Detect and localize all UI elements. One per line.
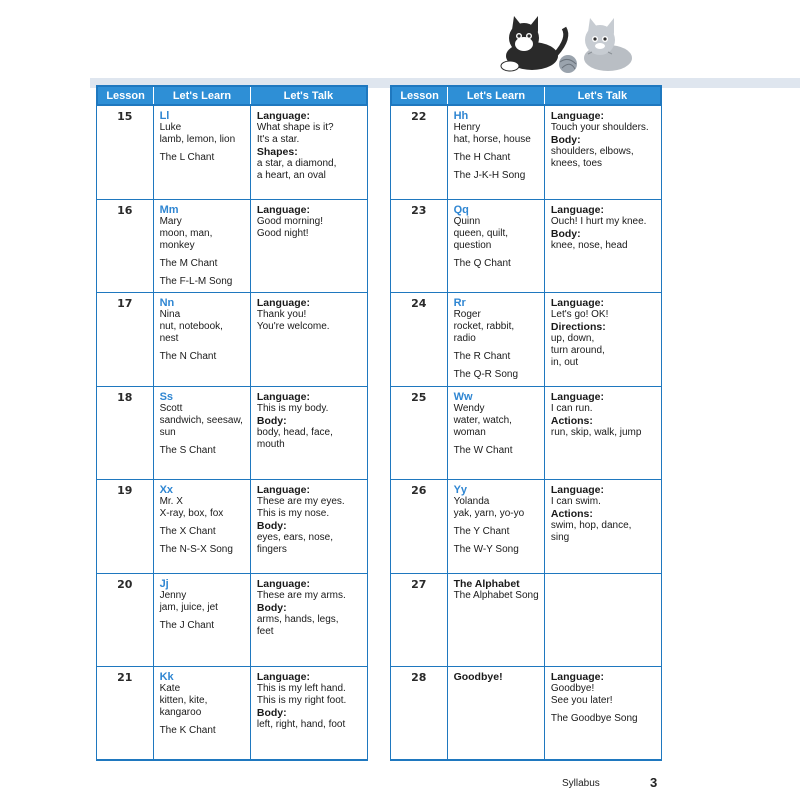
talk-label: Body: bbox=[256, 601, 287, 614]
talk-label: Language: bbox=[256, 671, 310, 683]
character-name: Roger bbox=[453, 309, 481, 320]
talk-line: shoulders, elbows, bbox=[550, 146, 634, 157]
lesson-row bbox=[96, 106, 368, 200]
talk-line: This is my body. bbox=[256, 402, 329, 414]
lesson-number: 17 bbox=[117, 297, 133, 310]
talk-line: eyes, ears, nose, bbox=[256, 532, 334, 543]
letter-pair: Kk bbox=[159, 671, 174, 683]
talk-line: Good morning! bbox=[256, 215, 324, 227]
talk-line: up, down, bbox=[550, 333, 595, 344]
vocabulary-words: rocket, rabbit, bbox=[453, 321, 515, 332]
chant-title: The H Chant bbox=[453, 152, 511, 163]
vocabulary-words: monkey bbox=[159, 239, 195, 251]
kittens-illustration bbox=[480, 8, 640, 78]
talk-line: mouth bbox=[256, 438, 285, 450]
character-name: Quinn bbox=[453, 215, 481, 227]
lets-talk-cell bbox=[544, 106, 661, 199]
talk-label: Body: bbox=[550, 134, 581, 146]
lets-talk-cell bbox=[544, 200, 661, 293]
character-name: Scott bbox=[159, 402, 183, 414]
lesson-number: 27 bbox=[411, 577, 427, 591]
talk-line: Good night! bbox=[256, 227, 309, 239]
vocabulary-words: kitten, kite, bbox=[159, 695, 208, 706]
lesson-number: 21 bbox=[117, 671, 133, 684]
character-name: Jenny bbox=[159, 589, 187, 601]
letter-pair: Hh bbox=[453, 110, 469, 122]
table-header bbox=[96, 85, 368, 106]
vocabulary-words: yak, yarn, yo-yo bbox=[453, 508, 525, 519]
chant-title: The N Chant bbox=[159, 351, 217, 362]
talk-line: What shape is it? bbox=[256, 122, 334, 133]
chant-title: The W Chant bbox=[453, 444, 513, 456]
lets-learn-cell bbox=[447, 480, 544, 573]
header-lesson: Lesson bbox=[106, 89, 145, 102]
unit-title: Goodbye! bbox=[453, 671, 503, 683]
lets-talk-cell bbox=[250, 200, 367, 293]
character-name: Henry bbox=[453, 122, 481, 133]
talk-label: Body: bbox=[550, 227, 581, 240]
lets-learn-cell bbox=[153, 200, 250, 293]
song-title: The W-Y Song bbox=[453, 544, 519, 555]
header-lets-talk: Let's Talk bbox=[250, 87, 366, 104]
talk-label: Language: bbox=[550, 203, 604, 216]
talk-line: left, right, hand, foot bbox=[256, 719, 346, 730]
lesson-number: 23 bbox=[411, 203, 427, 217]
table-header bbox=[390, 85, 662, 106]
vocabulary-words: jam, juice, jet bbox=[159, 601, 218, 613]
header-lets-learn: Let's Learn bbox=[447, 87, 544, 104]
letter-pair: Ss bbox=[159, 390, 174, 403]
lets-talk-cell bbox=[544, 574, 661, 667]
chant-title: The S Chant bbox=[159, 444, 216, 456]
talk-line: Touch your shoulders. bbox=[550, 122, 649, 133]
vocabulary-words: sun bbox=[159, 426, 176, 438]
talk-line: This is my right foot. bbox=[256, 695, 347, 706]
lets-learn-cell bbox=[447, 293, 544, 386]
song-title: The N-S-X Song bbox=[159, 544, 233, 555]
vocabulary-words: question bbox=[453, 239, 492, 251]
talk-label: Body: bbox=[256, 520, 287, 532]
talk-line: arms, hands, legs, bbox=[256, 613, 339, 625]
lesson-row bbox=[96, 574, 368, 668]
vocabulary-words: lamb, lemon, lion bbox=[159, 134, 236, 145]
lesson-row bbox=[390, 106, 662, 200]
talk-label: Language: bbox=[550, 297, 604, 309]
lesson-number: 22 bbox=[411, 110, 427, 123]
character-name: Kate bbox=[159, 683, 181, 694]
letter-pair: Rr bbox=[453, 297, 466, 309]
talk-line: a star, a diamond, bbox=[256, 158, 337, 169]
character-name: Yolanda bbox=[453, 496, 490, 507]
talk-line: knee, nose, head bbox=[550, 239, 628, 251]
character-name: Mr. X bbox=[159, 496, 183, 507]
talk-label: Language: bbox=[550, 484, 604, 496]
song-title: The J-K-H Song bbox=[453, 170, 526, 181]
lets-learn-cell bbox=[447, 200, 544, 293]
chant-title: The Q Chant bbox=[453, 257, 511, 269]
lesson-row bbox=[96, 480, 368, 574]
talk-line: This is my nose. bbox=[256, 508, 330, 519]
talk-line: These are my eyes. bbox=[256, 496, 345, 507]
talk-label: Body: bbox=[256, 414, 287, 427]
talk-label: Body: bbox=[256, 707, 287, 719]
lets-learn-cell bbox=[153, 293, 250, 386]
lets-learn-cell bbox=[153, 106, 250, 199]
vocabulary-words: sandwich, seesaw, bbox=[159, 414, 243, 426]
talk-line: Thank you! bbox=[256, 309, 307, 320]
chant-title: The K Chant bbox=[159, 725, 216, 736]
letter-pair: Mm bbox=[159, 203, 179, 216]
lets-learn-cell bbox=[447, 387, 544, 480]
letter-pair: Jj bbox=[159, 577, 169, 590]
lesson-number: 28 bbox=[411, 671, 427, 684]
lesson-row bbox=[96, 387, 368, 481]
lets-learn-cell bbox=[153, 574, 250, 667]
header-lets-talk: Let's Talk bbox=[544, 87, 660, 104]
lets-talk-cell bbox=[250, 480, 367, 573]
syllabus-table-right bbox=[390, 85, 662, 761]
lesson-row bbox=[96, 200, 368, 294]
talk-line: These are my arms. bbox=[256, 589, 346, 601]
song-title: The Q-R Song bbox=[453, 369, 519, 380]
talk-line: I can run. bbox=[550, 402, 593, 414]
chant-title: The X Chant bbox=[159, 526, 216, 537]
header-lesson: Lesson bbox=[400, 89, 439, 102]
talk-line: See you later! bbox=[550, 695, 613, 706]
vocabulary-words: radio bbox=[453, 333, 476, 344]
letter-pair: Ll bbox=[159, 110, 170, 122]
talk-line: run, skip, walk, jump bbox=[550, 426, 642, 438]
talk-label: Language: bbox=[550, 671, 604, 683]
lets-talk-cell bbox=[544, 480, 661, 573]
talk-label: Language: bbox=[256, 110, 310, 122]
lesson-row bbox=[390, 480, 662, 574]
lets-talk-cell bbox=[250, 106, 367, 199]
lesson-number: 18 bbox=[117, 390, 133, 404]
talk-line: body, head, face, bbox=[256, 426, 333, 438]
lets-learn-cell bbox=[153, 387, 250, 480]
talk-label: Directions: bbox=[550, 321, 606, 333]
vocabulary-words: hat, horse, house bbox=[453, 134, 531, 145]
lesson-number: 19 bbox=[117, 484, 133, 497]
letter-pair: Qq bbox=[453, 203, 469, 216]
talk-line: Ouch! I hurt my knee. bbox=[550, 215, 647, 227]
lesson-number: 25 bbox=[411, 390, 427, 404]
lets-talk-cell bbox=[544, 387, 661, 480]
lesson-row bbox=[390, 667, 662, 761]
talk-label: Language: bbox=[550, 110, 604, 122]
talk-label: Actions: bbox=[550, 414, 593, 427]
vocabulary-words: moon, man, bbox=[159, 227, 213, 239]
letter-pair: Yy bbox=[453, 484, 468, 496]
talk-label: Language: bbox=[256, 390, 310, 403]
lesson-number: 15 bbox=[117, 110, 133, 123]
character-name: Wendy bbox=[453, 402, 485, 414]
vocabulary-words: nut, notebook, bbox=[159, 321, 223, 332]
talk-line: knees, toes bbox=[550, 158, 603, 169]
talk-label: Language: bbox=[256, 577, 310, 590]
unit-title: The Alphabet bbox=[453, 577, 520, 590]
lets-learn-cell bbox=[153, 667, 250, 759]
talk-line: Let's go! OK! bbox=[550, 309, 609, 320]
lesson-row bbox=[390, 200, 662, 294]
letter-pair: Nn bbox=[159, 297, 175, 309]
character-name: Mary bbox=[159, 215, 182, 227]
character-name: Luke bbox=[159, 122, 182, 133]
header-lets-learn: Let's Learn bbox=[153, 87, 250, 104]
talk-label: Language: bbox=[256, 297, 310, 309]
talk-line: You're welcome. bbox=[256, 321, 330, 332]
vocabulary-words: queen, quilt, bbox=[453, 227, 509, 239]
song-title: The Alphabet Song bbox=[453, 589, 539, 601]
chant-title: The M Chant bbox=[159, 257, 218, 269]
talk-line: I can swim. bbox=[550, 496, 601, 507]
talk-line: turn around, bbox=[550, 345, 605, 356]
lesson-row bbox=[390, 387, 662, 481]
lets-learn-cell bbox=[447, 574, 544, 667]
lets-talk-cell bbox=[250, 293, 367, 386]
footer-section-label: Syllabus bbox=[562, 778, 600, 789]
vocabulary-words: water, watch, bbox=[453, 414, 512, 426]
lets-learn-cell bbox=[447, 106, 544, 199]
vocabulary-words: woman bbox=[453, 426, 486, 438]
letter-pair: Ww bbox=[453, 390, 473, 403]
character-name: Nina bbox=[159, 309, 181, 320]
lets-talk-cell bbox=[250, 667, 367, 759]
lesson-row bbox=[390, 574, 662, 668]
lesson-number: 16 bbox=[117, 203, 133, 217]
lesson-number: 26 bbox=[411, 484, 427, 497]
talk-line: a heart, an oval bbox=[256, 170, 326, 181]
talk-label: Shapes: bbox=[256, 146, 298, 158]
lets-learn-cell bbox=[447, 667, 544, 759]
vocabulary-words: nest bbox=[159, 333, 179, 344]
talk-line: fingers bbox=[256, 544, 287, 555]
talk-line: swim, hop, dance, bbox=[550, 520, 632, 531]
talk-line: feet bbox=[256, 625, 274, 637]
song-title: The Goodbye Song bbox=[550, 713, 638, 724]
talk-label: Language: bbox=[550, 390, 604, 403]
chant-title: The Y Chant bbox=[453, 526, 510, 537]
talk-label: Language: bbox=[256, 203, 310, 216]
chant-title: The J Chant bbox=[159, 619, 215, 631]
talk-line: This is my left hand. bbox=[256, 683, 346, 694]
chant-title: The L Chant bbox=[159, 152, 215, 163]
talk-label: Language: bbox=[256, 484, 310, 496]
syllabus-table-left bbox=[96, 85, 368, 761]
chant-title: The R Chant bbox=[453, 351, 511, 362]
lets-learn-cell bbox=[153, 480, 250, 573]
lesson-number: 24 bbox=[411, 297, 427, 310]
lets-talk-cell bbox=[250, 574, 367, 667]
lets-talk-cell bbox=[544, 293, 661, 386]
lesson-number: 20 bbox=[117, 577, 133, 591]
lesson-row bbox=[390, 293, 662, 387]
song-title: The F-L-M Song bbox=[159, 275, 233, 287]
page-number: 3 bbox=[650, 775, 658, 790]
letter-pair: Xx bbox=[159, 484, 174, 496]
talk-line: sing bbox=[550, 532, 570, 543]
talk-line: Goodbye! bbox=[550, 683, 595, 694]
talk-line: in, out bbox=[550, 357, 579, 368]
lesson-row bbox=[96, 667, 368, 761]
vocabulary-words: kangaroo bbox=[159, 707, 202, 718]
talk-line: It's a star. bbox=[256, 134, 300, 145]
lesson-row bbox=[96, 293, 368, 387]
lets-talk-cell bbox=[250, 387, 367, 480]
talk-label: Actions: bbox=[550, 508, 593, 520]
lets-talk-cell bbox=[544, 667, 661, 759]
vocabulary-words: X-ray, box, fox bbox=[159, 508, 224, 519]
